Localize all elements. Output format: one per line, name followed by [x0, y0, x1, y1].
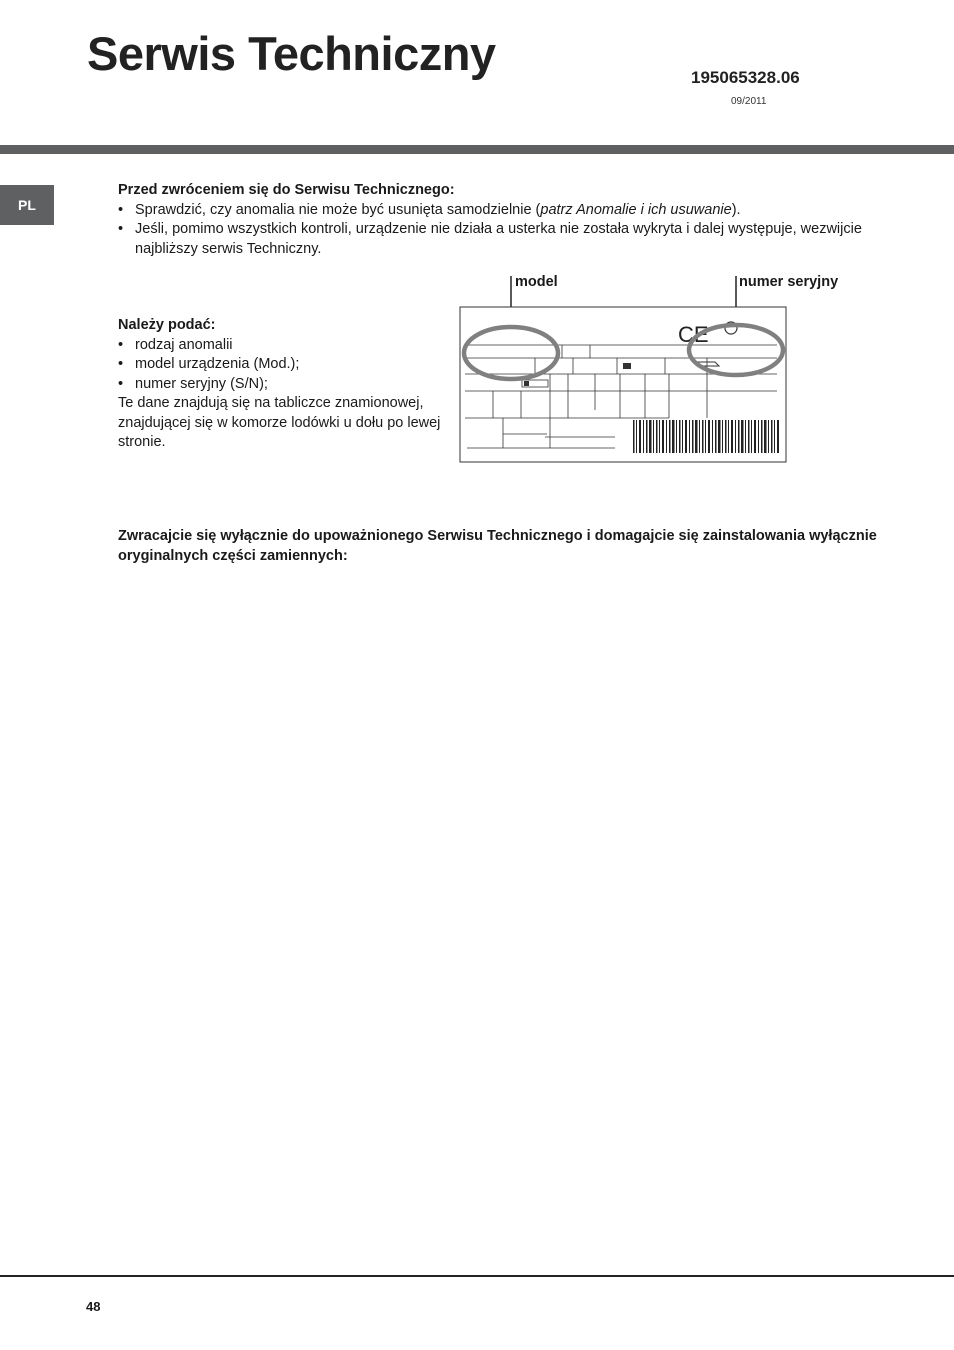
document-number: 195065328.06: [691, 68, 800, 87]
header-divider-bar: [0, 145, 954, 154]
provide-heading: Należy podać:: [118, 317, 216, 333]
list-item: [118, 220, 878, 259]
bullet1-end: ).: [731, 201, 741, 218]
page-title: Serwis Techniczny: [87, 27, 496, 80]
list-item: • model urządzenia (Mod.);: [118, 355, 458, 375]
model-label: model: [515, 274, 558, 290]
ce-mark-icon: CE: [678, 322, 709, 347]
footer-divider: [0, 1275, 954, 1277]
rating-plate-diagram: [455, 270, 795, 468]
list-item: [118, 201, 878, 221]
provide-list: [118, 336, 458, 395]
rating-plate-location-note: Te dane znajdują się na tabliczce znamionowej, znajdującej się w komorze lodówki u dołu po lewej stronie.: [118, 395, 441, 450]
page-number: 48: [86, 1299, 101, 1314]
language-tab: PL: [0, 185, 54, 225]
before-contact-list: [118, 201, 878, 260]
original-parts-note: Zwracajcie się wyłącznie do upoważnionego Serwisu Technicznego i domagajcie się zainstalowania wyłącznie oryginalnych części zamiennych:: [118, 528, 877, 564]
provide-info-section: [118, 316, 458, 453]
document-date: 09/2011: [731, 96, 767, 107]
serial-number-label: numer seryjny: [739, 274, 839, 290]
plug-icon: [623, 363, 631, 369]
before-contact-heading: Przed zwróceniem się do Serwisu Technicznego:: [118, 182, 455, 198]
list-item: • rodzaj anomalii: [118, 336, 458, 356]
bullet1-text: Sprawdzić, czy anomalia nie może być usunięta samodzielnie (: [135, 201, 541, 218]
list-item: • numer seryjny (S/N);: [118, 375, 458, 395]
cross-reference: patrz Anomalie i ich usuwanie: [540, 201, 732, 218]
before-contact-section: [118, 181, 878, 259]
bullet2-text: Jeśli, pomimo wszystkich kontroli, urządzenie nie działa a usterka nie została wykryta i dalej występuje, wezwijcie najbliższy serwis Techniczny.: [135, 221, 862, 257]
